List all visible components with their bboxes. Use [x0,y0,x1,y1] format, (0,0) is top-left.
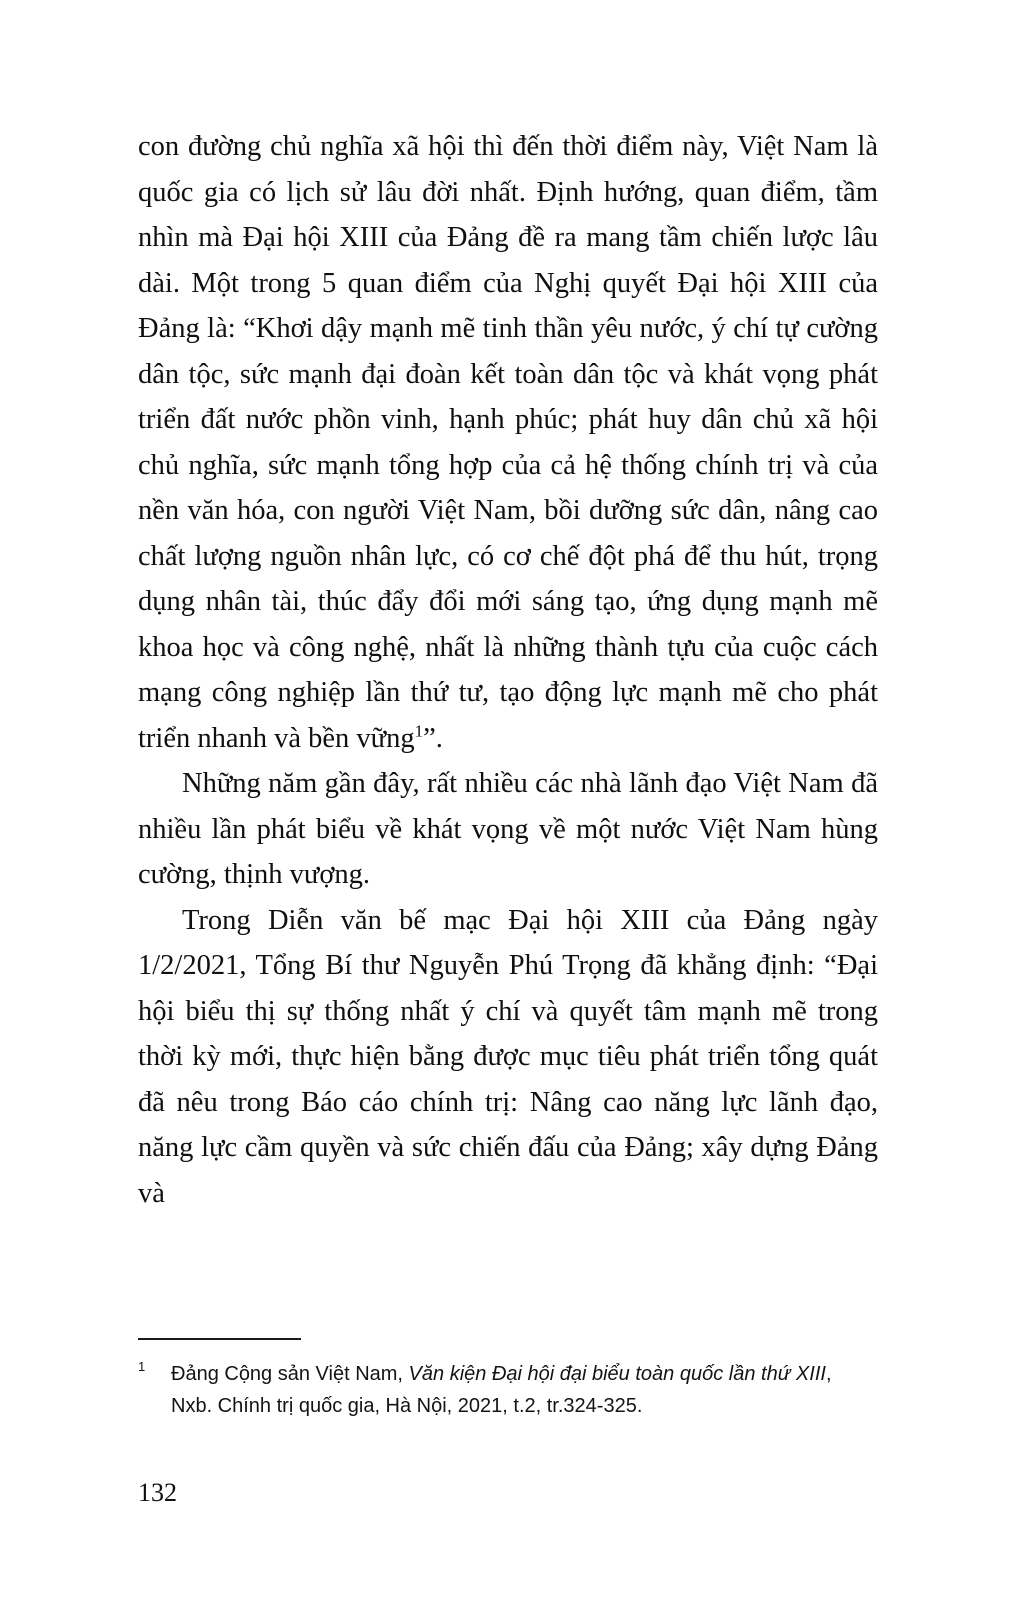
paragraph-continued [138,124,878,761]
footnote-reference-marker[interactable]: 1 [414,721,424,740]
paragraph-dien-van [138,898,878,1217]
body-text-column [138,124,878,1216]
footnote-entry [138,1358,878,1422]
paragraph-text: Trong Diễn văn bế mạc Đại hội XIII của Đảng ngày 1/2/2021, Tổng Bí thư Nguyễn Phú Trọng đã khẳng định: “Đại hội biểu thị sự thống nhất ý chí và quyết tâm mạnh mẽ trong thời kỳ mới, thực hiện bằng được mục tiêu phát triển tổng quát đã nêu trong Báo cáo chính trị: Nâng cao năng lực lãnh đạo, năng lực cầm quyền và sức chiến đấu của Đảng; xây dựng Đảng và [138,904,878,1209]
footnote-author: Đảng Cộng sản Việt Nam, [171,1363,409,1385]
paragraph-text: Những năm gần đây, rất nhiều các nhà lãnh đạo Việt Nam đã nhiều lần phát biểu về khát vọng về một nước Việt Nam hùng cường, thịnh vượng. [138,768,878,890]
footnote-area [138,1338,878,1422]
footnote-title: Văn kiện Đại hội đại biểu toàn quốc lần thứ XIII [408,1363,826,1385]
paragraph-text: con đường chủ nghĩa xã hội thì đến thời điểm này, Việt Nam là quốc gia có lịch sử lâu đời nhất. Định hướng, quan điểm, tầm nhìn mà Đại hội XIII của Đảng đề ra mang tầm chiến lược lâu dài. Một trong 5 quan điểm của Nghị quyết Đại hội XIII của Đảng là: “Khơi dậy mạnh mẽ tinh thần yêu nước, ý chí tự cường dân tộc, sức mạnh đại đoàn kết toàn dân tộc và khát vọng phát triển đất nước phồn vinh, hạnh phúc; phát huy dân chủ xã hội chủ nghĩa, sức mạnh tổng hợp của cả hệ thống chính trị và của nền văn hóa, con người Việt Nam, bồi dưỡng sức dân, nâng cao chất lượng nguồn nhân lực, có cơ chế đột phá để thu hút, trọng dụng nhân tài, thúc đẩy đổi mới sáng tạo, ứng dụng mạnh mẽ khoa học và công nghệ, nhất là những thành tựu của cuộc cách mạng công nghiệp lần thứ tư, tạo động lực mạnh mẽ cho phát triển nhanh và bền vững [138,131,878,754]
paragraph-lanh-dao [138,761,878,898]
footnote-separator-rule [138,1338,301,1340]
footnote-number: 1 [138,1359,146,1374]
footnote-publication: , Nxb. Chính trị quốc gia, Hà Nội, 2021, t.2, tr.324-325. [171,1363,832,1417]
page-number: 132 [138,1478,177,1507]
paragraph-text-tail: ”. [423,722,443,754]
